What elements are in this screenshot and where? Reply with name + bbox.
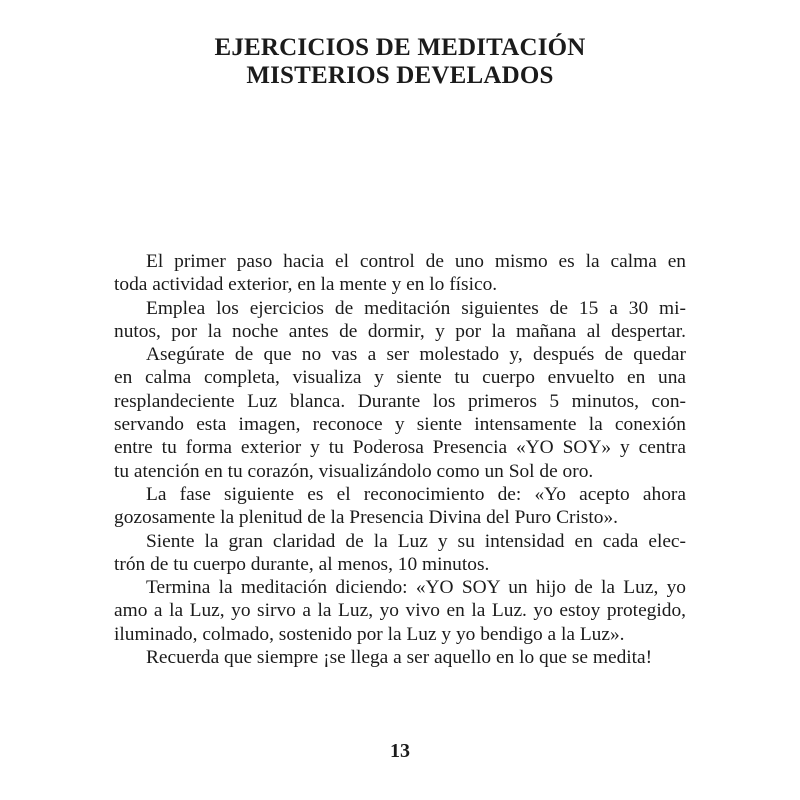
text-line: Asegúrate de que no vas a ser molestado y, después de quedar <box>146 344 686 366</box>
body-text <box>114 250 686 669</box>
text-line: gozosamente la plenitud de la Presencia Divina del Puro Cristo». <box>114 507 619 529</box>
text-line: trón de tu cuerpo durante, al menos, 10 minutos. <box>114 553 490 575</box>
text-line: iluminado, colmado, sostenido por la Luz y yo bendigo a la Luz». <box>114 623 625 645</box>
text-line: Termina la meditación diciendo: «YO SOY un hijo de la Luz, yo <box>146 577 686 599</box>
text-line: servando esta imagen, reconoce y siente intensamente la conexión <box>114 414 686 436</box>
text-line: Recuerda que siempre ¡se llega a ser aquello en lo que se medita! <box>146 647 653 669</box>
text-line: Siente la gran claridad de la Luz y su intensidad en cada elec- <box>146 530 686 552</box>
title-line-1: EJERCICIOS DE MEDITACIÓN <box>214 34 586 61</box>
page-title <box>0 34 800 90</box>
page-number: 13 <box>390 740 410 762</box>
text-line: amo a la Luz, yo sirvo a la Luz, yo vivo en la Luz. yo estoy protegido, <box>114 600 686 622</box>
text-line: resplandeciente Luz blanca. Durante los primeros 5 minutos, con- <box>114 390 686 412</box>
text-line: en calma completa, visualiza y siente tu cuerpo envuelto en una <box>114 367 686 389</box>
text-line: tu atención en tu corazón, visualizándolo como un Sol de oro. <box>114 460 594 482</box>
text-line: La fase siguiente es el reconocimiento de: «Yo acepto ahora <box>146 483 686 505</box>
text-line: entre tu forma exterior y tu Poderosa Presencia «YO SOY» y centra <box>114 437 686 459</box>
text-line: toda actividad exterior, en la mente y en lo físico. <box>114 274 498 296</box>
text-line: nutos, por la noche antes de dormir, y por la mañana al despertar. <box>114 320 686 342</box>
text-line: El primer paso hacia el control de uno mismo es la calma en <box>146 251 686 272</box>
text-line: Emplea los ejercicios de meditación siguientes de 15 a 30 mi- <box>146 297 686 319</box>
title-line-2: MISTERIOS DEVELADOS <box>246 62 554 89</box>
